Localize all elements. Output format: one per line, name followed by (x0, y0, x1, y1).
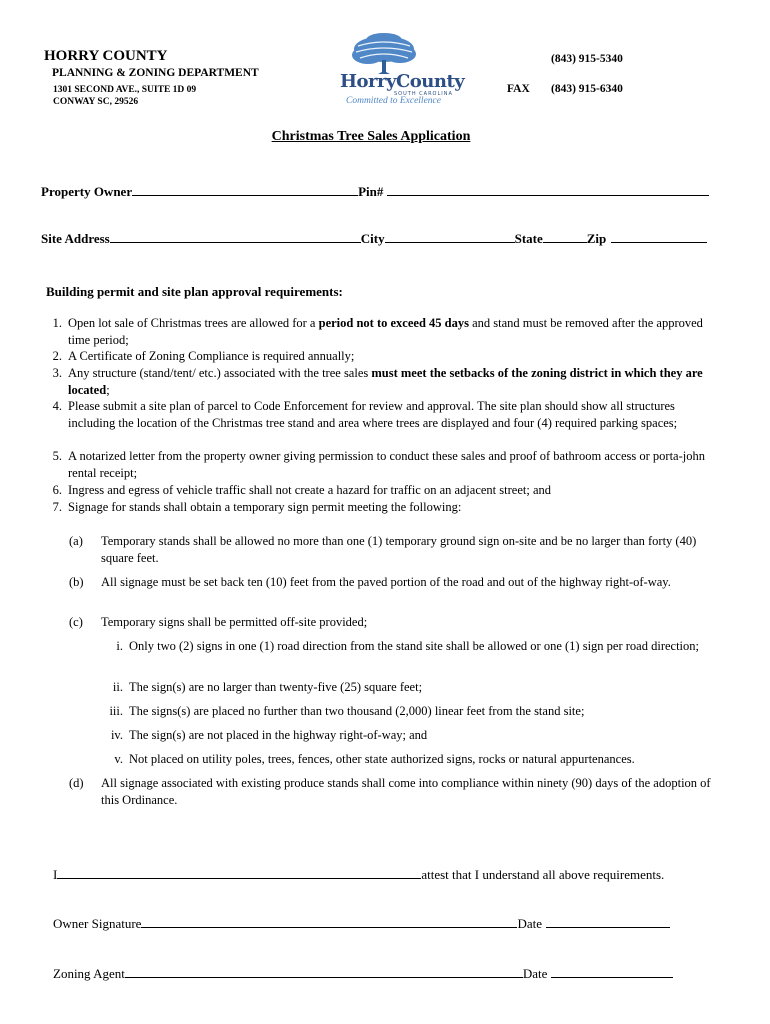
requirement-item (52, 482, 724, 499)
requirement-number: 7. (52, 500, 62, 514)
sub-requirement-label: (b) (69, 575, 84, 589)
requirement-text: Any structure (stand/tent/ etc.) associated with the tree sales (68, 366, 372, 380)
phone-number: (843) 915-5340 (551, 53, 623, 65)
sub-requirement (69, 614, 725, 631)
requirement-emphasis: must meet the setbacks of the zoning district in which they are located (68, 366, 703, 397)
attest-prefix: I (53, 867, 58, 882)
sub-requirement (69, 574, 725, 591)
sub-requirement-label: (a) (69, 534, 83, 548)
sub-requirement-label: (d) (69, 776, 84, 790)
requirement-number: 5. (52, 449, 62, 463)
roman-requirement (114, 751, 725, 768)
owner-date-label: Date (517, 916, 542, 931)
roman-requirement (116, 638, 725, 655)
attestation-row (53, 866, 664, 883)
requirement-item (52, 448, 724, 481)
zoning-date-label: Date (522, 966, 548, 981)
zoning-date-field[interactable] (551, 965, 673, 978)
requirement-text: A Certificate of Zoning Compliance is required annually; (68, 349, 355, 363)
owner-signature-label: Owner Signature (53, 916, 142, 931)
requirement-number: 2. (52, 349, 62, 363)
pin-label: Pin# (358, 184, 384, 199)
requirement-item (52, 315, 724, 348)
roman-requirement (112, 679, 725, 696)
sub-requirement-label: (c) (69, 615, 83, 629)
requirement-number: 1. (52, 316, 62, 330)
sub-requirement-text: Temporary stands shall be allowed no more than one (1) temporary ground sign on-site and be no larger than forty (40) square feet. (101, 534, 697, 565)
sub-requirement (69, 775, 725, 808)
roman-label: ii. (112, 680, 123, 694)
roman-text: The sign(s) are no larger than twenty-five (25) square feet; (129, 680, 423, 694)
roman-label: iv. (110, 728, 123, 742)
zoning-agent-row (53, 965, 673, 982)
zip-field[interactable] (611, 230, 707, 243)
requirement-text: and stand must be removed after the approved time period; (68, 316, 703, 347)
county-name: HORRY COUNTY (44, 48, 168, 64)
owner-date-field[interactable] (546, 915, 670, 928)
roman-label: v. (114, 752, 123, 766)
roman-text: The signs(s) are placed no further than two thousand (2,000) linear feet from the stand site; (129, 704, 585, 718)
logo-state: SOUTH CAROLINA (394, 91, 453, 97)
page-title: Christmas Tree Sales Application (271, 129, 471, 144)
sub-requirement-text: Temporary signs shall be permitted off-site provided; (101, 615, 368, 629)
requirement-item (52, 365, 724, 398)
requirement-text: Signage for stands shall obtain a temporary sign permit meeting the following: (68, 500, 462, 514)
pin-field[interactable] (387, 183, 709, 196)
sub-requirement-text: All signage must be set back ten (10) feet from the paved portion of the road and out of the highway right-of-way. (101, 575, 671, 589)
property-owner-label: Property Owner (41, 184, 133, 199)
roman-text: The sign(s) are not placed in the highway right-of-way; and (129, 728, 428, 742)
roman-text: Only two (2) signs in one (1) road direction from the stand site shall be allowed or one (1) sign per road direction; (129, 639, 699, 653)
roman-text: Not placed on utility poles, trees, fences, other state authorized signs, rocks or natural appurtenances. (129, 752, 635, 766)
state-field[interactable] (543, 230, 587, 243)
attest-name-field[interactable] (57, 866, 421, 879)
property-owner-field[interactable] (132, 183, 358, 196)
roman-requirement (110, 727, 725, 744)
site-address-row (41, 230, 707, 247)
requirement-text: Ingress and egress of vehicle traffic shall not create a hazard for traffic on an adjacent street; and (68, 483, 551, 497)
requirement-number: 6. (52, 483, 62, 497)
fax-label: FAX (507, 83, 530, 95)
department-name: PLANNING & ZONING DEPARTMENT (52, 67, 259, 79)
zip-label: Zip (586, 231, 607, 246)
requirements-heading: Building permit and site plan approval requirements: (46, 284, 343, 299)
requirement-emphasis: period not to exceed 45 days (318, 316, 469, 330)
zoning-agent-label: Zoning Agent (53, 966, 125, 981)
requirement-text: Open lot sale of Christmas trees are allowed for a (68, 316, 319, 330)
logo-tagline: Committed to Excellence (346, 96, 441, 106)
requirement-number: 3. (52, 366, 62, 380)
state-label: State (514, 231, 543, 246)
zoning-agent-signature-field[interactable] (125, 965, 523, 978)
roman-requirement (109, 703, 725, 720)
logo-wordmark: HorryCounty (340, 71, 465, 92)
requirement-item (52, 348, 724, 365)
sub-requirement-text: All signage associated with existing produce stands shall come into compliance within ninety (90) days of the adoption of this Ordinance. (101, 776, 711, 807)
address-line-1: 1301 SECOND AVE., SUITE 1D 09 (53, 85, 197, 95)
site-address-field[interactable] (110, 230, 361, 243)
requirement-text: ; (106, 382, 110, 397)
sub-requirement (69, 533, 725, 566)
address-line-2: CONWAY SC, 29526 (53, 97, 139, 107)
requirement-text: Please submit a site plan of parcel to Code Enforcement for review and approval. The site plan should show all structures including the location of the Christmas tree stand and area where trees are displayed and four (4) required parking spaces; (68, 399, 678, 430)
requirement-item (52, 499, 724, 516)
requirement-number: 4. (52, 399, 62, 413)
owner-signature-field[interactable] (141, 915, 517, 928)
city-field[interactable] (385, 230, 515, 243)
requirement-item (52, 398, 724, 431)
roman-label: iii. (109, 704, 123, 718)
requirement-text: A notarized letter from the property owner giving permission to conduct these sales and proof of bathroom access or porta-john rental receipt; (68, 449, 705, 480)
attest-statement: attest that I understand all above requirements. (421, 867, 665, 882)
city-label: City (360, 231, 385, 246)
horry-county-logo (338, 32, 465, 108)
property-owner-row (41, 183, 709, 200)
fax-number: (843) 915-6340 (551, 83, 623, 95)
site-address-label: Site Address (41, 231, 110, 246)
owner-signature-row (53, 915, 670, 932)
roman-label: i. (116, 639, 123, 653)
